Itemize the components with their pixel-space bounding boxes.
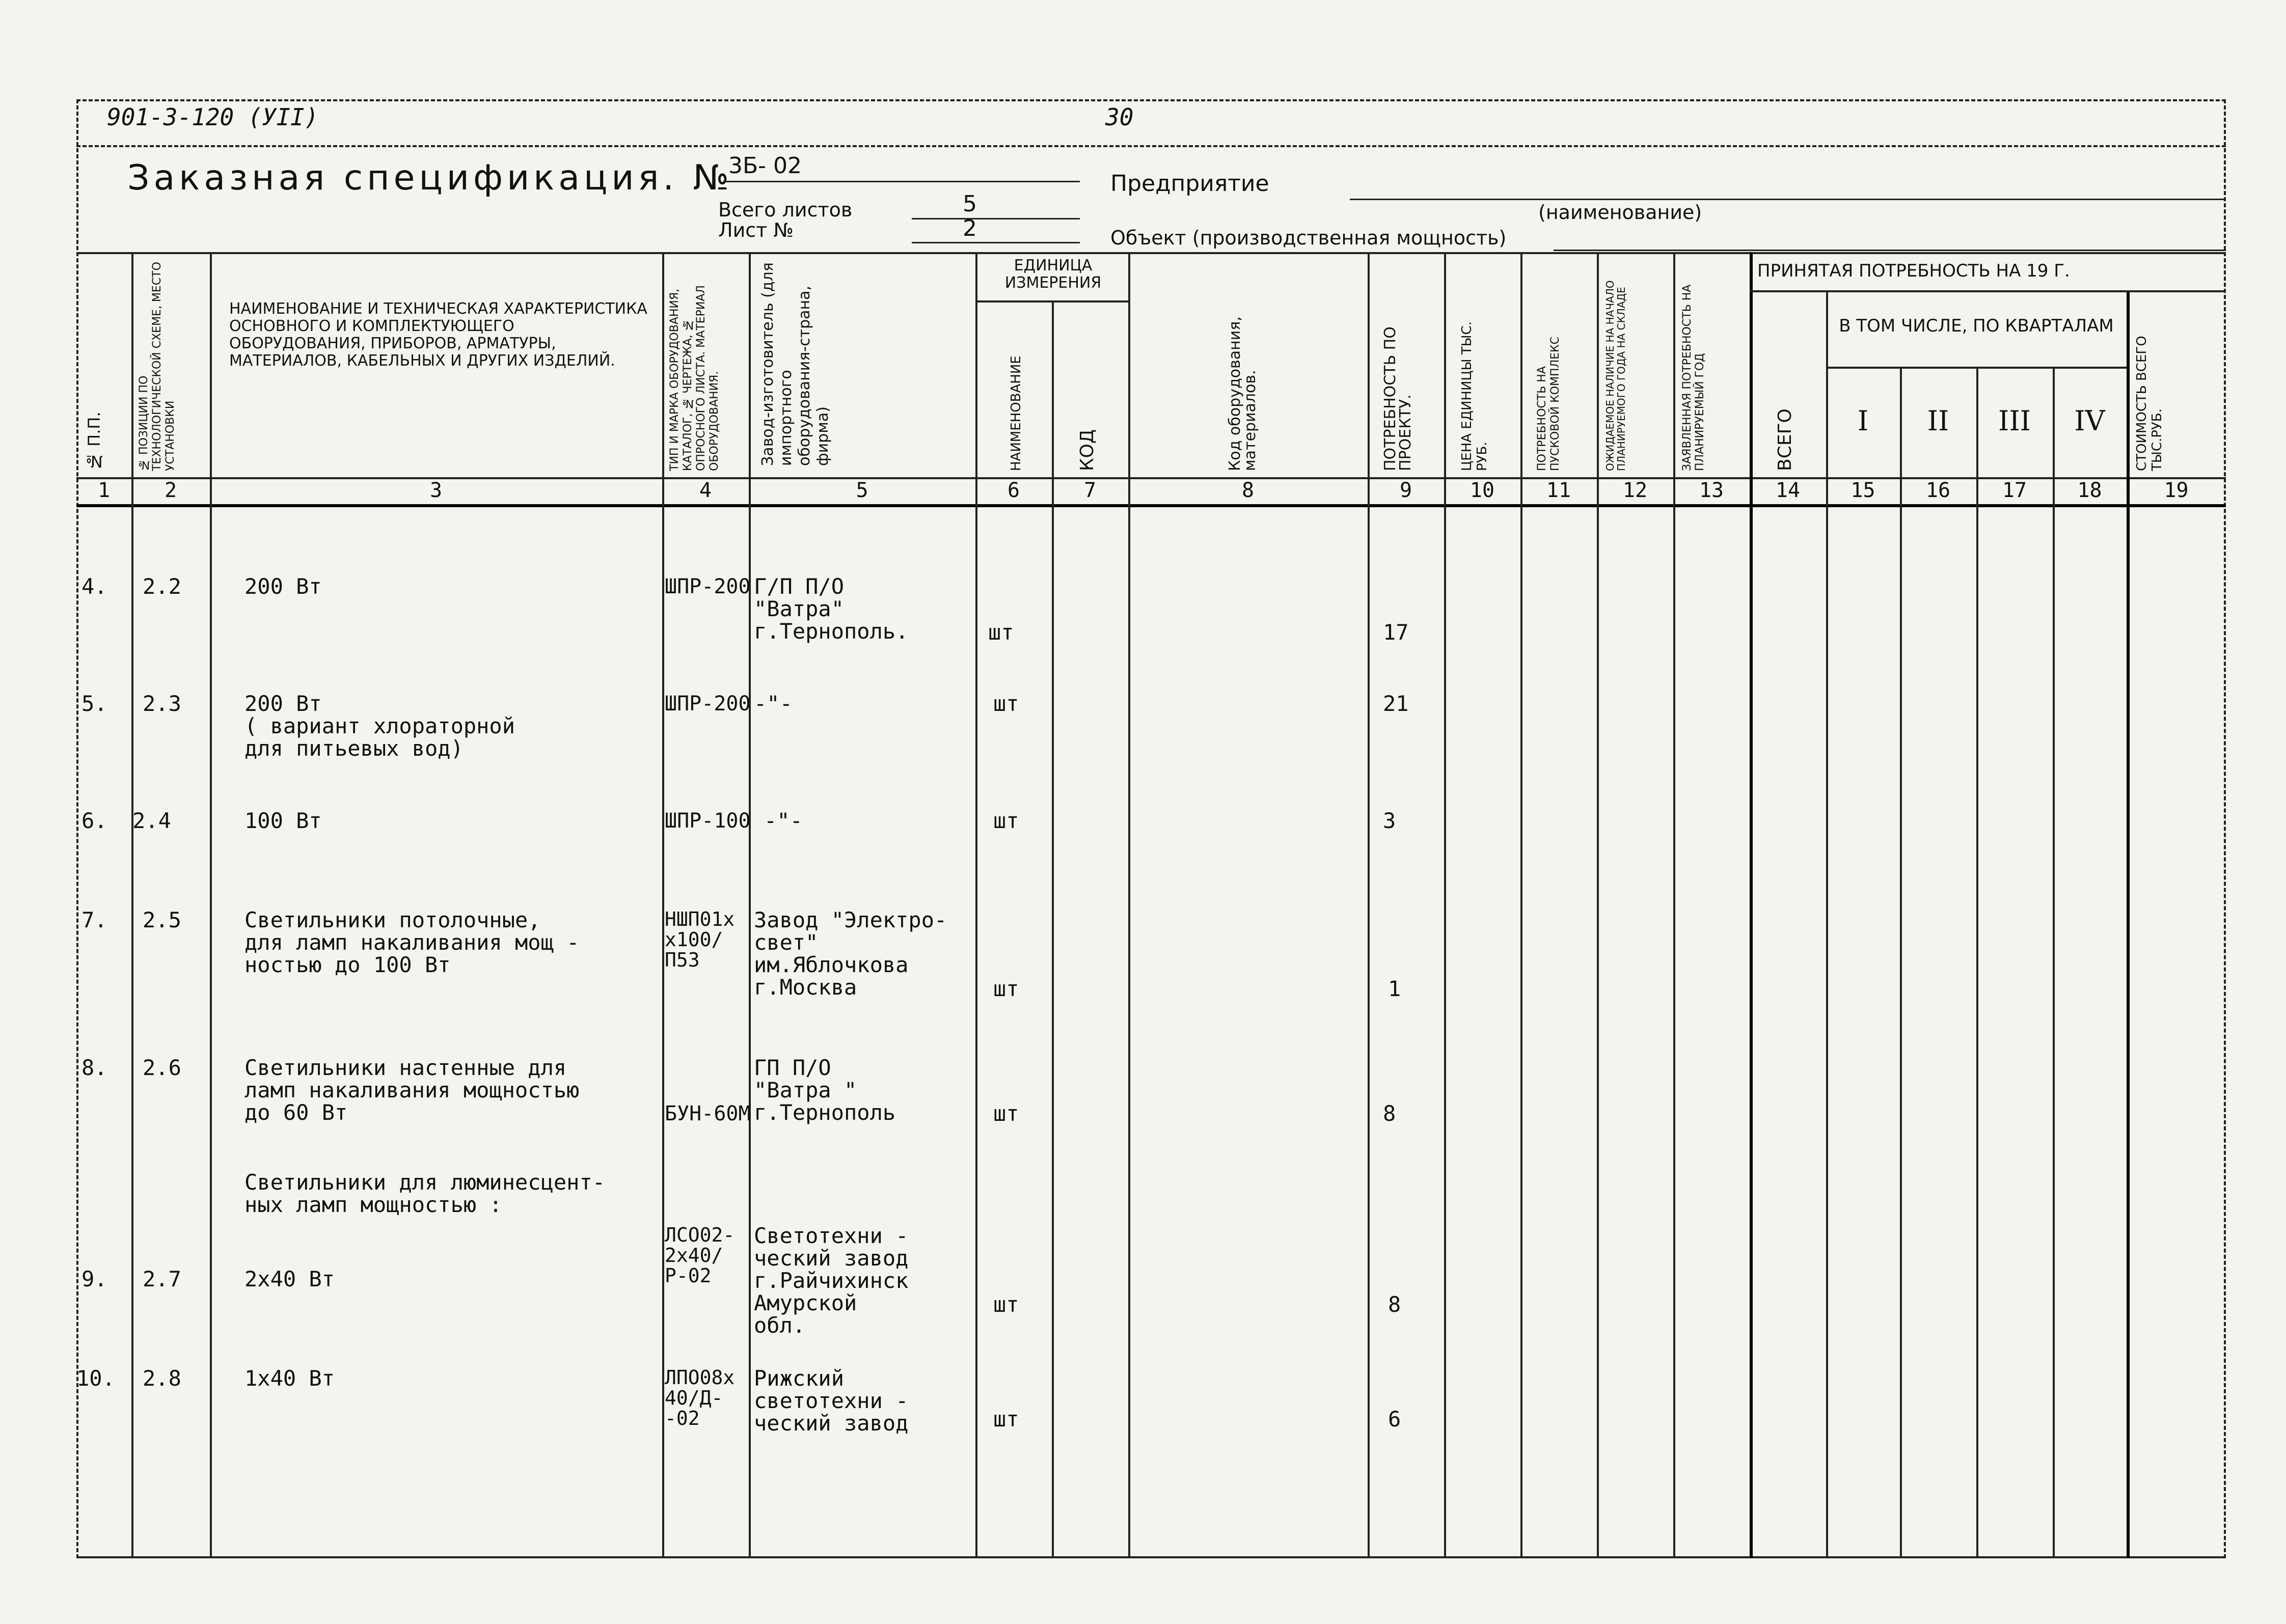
col-header-1: № П.П. (85, 411, 104, 471)
row-4-name: 200 Вт (244, 574, 322, 599)
col-header-q2: II (1927, 405, 1949, 437)
sheet-number: 2 (963, 215, 977, 241)
row-6-qty: 3 (1383, 808, 1396, 833)
numbers-bottom-rule (76, 504, 2226, 507)
object-rule (1554, 250, 2226, 251)
doc-code: 901-3-120 (УII) (107, 103, 319, 131)
col-header-q3: III (1998, 405, 2031, 437)
col-number-4: 4 (699, 479, 712, 502)
group-heading-fluorescent: Светильники для люминесцент- ных ламп мощностью : (244, 1170, 606, 1217)
sheets-total-rule (912, 218, 1080, 219)
col-header-4: ТИП И МАРКА ОБОРУДОВАНИЯ, КАТАЛОГ, № ЧЕРТЕЖА, № ОПРОСНОГО ЛИСТА. МАТЕРИАЛ ОБОРУДОВАНИЯ. (668, 285, 721, 471)
row-5-number: 5. (81, 691, 107, 716)
right-border (2224, 99, 2226, 1558)
col-header-13: ЗАЯВЛЕННАЯ ПОТРЕБНОСТЬ НА ПЛАНИРУЕМЫЙ ГОД (1681, 284, 1706, 471)
col-number-8: 8 (1241, 479, 1255, 502)
row-8-name: Светильники настенные для ламп накаливания мощностью до 60 Вт (244, 1055, 580, 1125)
row-8-position: 2.6 (143, 1055, 181, 1080)
object-label: Объект (производственная мощность) (1110, 227, 1507, 249)
quarter-group-header: В ТОМ ЧИСЛЕ, ПО КВАРТАЛАМ (1839, 316, 2114, 336)
col-line-16 (1976, 367, 1978, 1558)
col-header-10: ЦЕНА ЕДИНИЦЫ ТЫС. РУБ. (1459, 321, 1490, 471)
col-header-9: ПОТРЕБНОСТЬ ПО ПРОЕКТУ. (1381, 326, 1414, 471)
row-7-number: 7. (81, 907, 107, 932)
col-line-3 (662, 252, 664, 1558)
row-6-type: ШПР-100 (665, 809, 751, 833)
col-number-5: 5 (856, 479, 868, 502)
col-line-4 (749, 252, 751, 1558)
unit-group-header: ЕДИНИЦА ИЗМЕРЕНИЯ (1004, 257, 1102, 292)
row-9-maker: Светотехни - ческий завод г.Райчихинск Амурской обл. (754, 1223, 909, 1338)
col-line-9 (1444, 252, 1446, 1558)
row-5-unit: шт (993, 691, 1019, 716)
col-header-19: СТОИМОСТЬ ВСЕГО ТЫС.РУБ. (2134, 336, 2165, 471)
col-header-7: КОД (1077, 429, 1098, 471)
row-10-position: 2.8 (143, 1366, 181, 1391)
row-5-type: ШПР-200 (665, 692, 751, 715)
row-9-unit: шт (993, 1292, 1019, 1317)
row-8-number: 8. (81, 1055, 107, 1080)
row-10-number: 10. (76, 1366, 115, 1391)
col-number-18: 18 (2077, 479, 2102, 502)
row-8-type: БУН-60М (665, 1102, 751, 1125)
sheet-number-rule (912, 242, 1080, 243)
row-6-number: 6. (81, 808, 107, 833)
col-line-12 (1673, 252, 1675, 1558)
col-number-16: 16 (1925, 479, 1951, 502)
row-8-maker: ГП П/О "Ватра " г.Тернополь (754, 1055, 896, 1125)
row-5-qty: 21 (1383, 691, 1409, 716)
row-7-position: 2.5 (143, 907, 181, 932)
row-5-name: 200 Вт ( вариант хлораторной для питьевых вод) (244, 691, 515, 761)
row-5-position: 2.3 (143, 691, 181, 716)
row-10-type: ЛПО08х 40/Д- -02 (665, 1366, 735, 1429)
col-number-13: 13 (1699, 479, 1724, 502)
row-9-qty: 8 (1388, 1292, 1401, 1317)
col-number-6: 6 (1007, 479, 1020, 502)
row-10-qty: 6 (1388, 1407, 1401, 1432)
row-4-position: 2.2 (143, 574, 181, 599)
col-line-7 (1128, 252, 1130, 1558)
enterprise-label: Предприятие (1110, 171, 1269, 197)
accepted-group-header: ПРИНЯТАЯ ПОТРЕБНОСТЬ НА 19 Г. (1757, 261, 2070, 281)
row-5-maker: -"- (754, 691, 793, 716)
col-header-q4: IV (2074, 405, 2105, 437)
row-7-unit: шт (993, 976, 1019, 1001)
col-line-11 (1597, 252, 1599, 1558)
row-9-type: ЛСО02- 2х40/ Р-02 (665, 1224, 735, 1287)
quarter-group-rule (1826, 367, 2127, 369)
col-line-15 (1900, 367, 1902, 1558)
sheets-total-label: Всего листов (718, 199, 853, 221)
col-number-11: 11 (1546, 479, 1571, 502)
col-line-2 (210, 252, 212, 1558)
row-6-maker: -"- (764, 808, 803, 833)
col-number-7: 7 (1083, 479, 1097, 502)
col-number-14: 14 (1775, 479, 1801, 502)
col-header-11: ПОТРЕБНОСТЬ НА ПУСКОВОЙ КОМПЛЕКС (1536, 337, 1562, 471)
row-4-type: ШПР-200 (665, 575, 751, 598)
row-4-qty: 17 (1383, 620, 1409, 645)
col-number-19: 19 (2164, 479, 2189, 502)
top-border (76, 99, 2226, 101)
row-4-unit: шт (988, 620, 1014, 645)
col-header-6: НАИМЕНОВАНИЕ (1009, 355, 1024, 471)
table-top-rule (76, 252, 2226, 254)
sheet-label: Лист № (718, 219, 794, 241)
col-number-17: 17 (2002, 479, 2027, 502)
page-title: Заказная спецификация. № (127, 158, 733, 198)
row-10-unit: шт (993, 1407, 1019, 1432)
spec-number: 3Б- 02 (728, 153, 802, 179)
sheets-total: 5 (963, 191, 977, 217)
row-10-name: 1х40 Вт (244, 1366, 335, 1391)
col-line-10 (1520, 252, 1522, 1558)
col-number-12: 12 (1622, 479, 1648, 502)
row-9-name: 2х40 Вт (244, 1267, 335, 1291)
row-7-qty: 1 (1388, 976, 1401, 1001)
col-header-q1: I (1857, 405, 1869, 437)
col-line-17 (2053, 367, 2055, 1558)
col-header-12: ОЖИДАЕМОЕ НАЛИЧИЕ НА НАЧАЛО ПЛАНИРУЕМОГО ГОДА НА СКЛАДЕ (1604, 280, 1627, 471)
row-8-unit: шт (993, 1101, 1019, 1126)
row-4-number: 4. (81, 574, 107, 599)
col-header-8: Код оборудования, материалов. (1226, 316, 1259, 471)
spec-number-rule (723, 181, 1080, 182)
col-number-1: 1 (97, 479, 111, 502)
row-7-type: НШП01х х100/ П53 (665, 908, 735, 971)
col-number-2: 2 (164, 479, 177, 502)
col-header-14: ВСЕГО (1775, 408, 1795, 471)
row-4-maker: Г/П П/О "Ватра" г.Тернополь. (754, 574, 909, 644)
row-7-maker: Завод "Электро- свет" им.Яблочкова г.Москва (754, 907, 947, 1000)
specification-sheet (76, 99, 2226, 1558)
col-number-3: 3 (429, 479, 443, 502)
col-line-1 (131, 252, 133, 1558)
bottom-border (76, 1556, 2226, 1558)
col-line-13 (1750, 252, 1753, 1558)
row-6-position: 2.4 (132, 808, 171, 833)
col-line-5 (975, 252, 977, 1558)
accepted-group-rule (1750, 290, 2226, 292)
unit-group-rule (975, 300, 1128, 302)
header-rule-1 (76, 145, 2226, 147)
left-border (76, 99, 78, 1558)
row-7-name: Светильники потолочные, для ламп накаливания мощ - ностью до 100 Вт (244, 907, 580, 977)
row-9-number: 9. (81, 1267, 107, 1291)
page-number: 30 (1105, 103, 1134, 131)
col-number-9: 9 (1399, 479, 1412, 502)
col-header-3: НАИМЕНОВАНИЕ И ТЕХНИЧЕСКАЯ ХАРАКТЕРИСТИКА ОСНОВНОГО И КОМПЛЕКТУЮЩЕГО ОБОРУДОВАНИЯ, ПРИБОРОВ, АРМАТУРЫ, МАТЕРИАЛОВ, КАБЕЛЬНЫХ И ДРУГИХ ИЗДЕЛИЙ. (229, 300, 647, 370)
naming-label: (наименование) (1538, 201, 1702, 224)
row-8-qty: 8 (1383, 1101, 1396, 1126)
row-6-name: 100 Вт (244, 808, 322, 833)
row-10-maker: Рижский светотехни - ческий завод (754, 1366, 909, 1436)
row-6-unit: шт (993, 808, 1019, 833)
col-header-2: № ПОЗИЦИИ ПО ТЕХНОЛОГИЧЕСКОЙ СХЕМЕ, МЕСТО УСТАНОВКИ (138, 262, 177, 471)
row-9-position: 2.7 (143, 1267, 181, 1291)
col-number-10: 10 (1469, 479, 1495, 502)
col-number-15: 15 (1850, 479, 1875, 502)
enterprise-rule (1350, 199, 2226, 200)
col-header-5: Завод-изготовитель (для импортного оборудования-страна, фирма) (759, 262, 832, 466)
col-line-8 (1368, 252, 1370, 1558)
